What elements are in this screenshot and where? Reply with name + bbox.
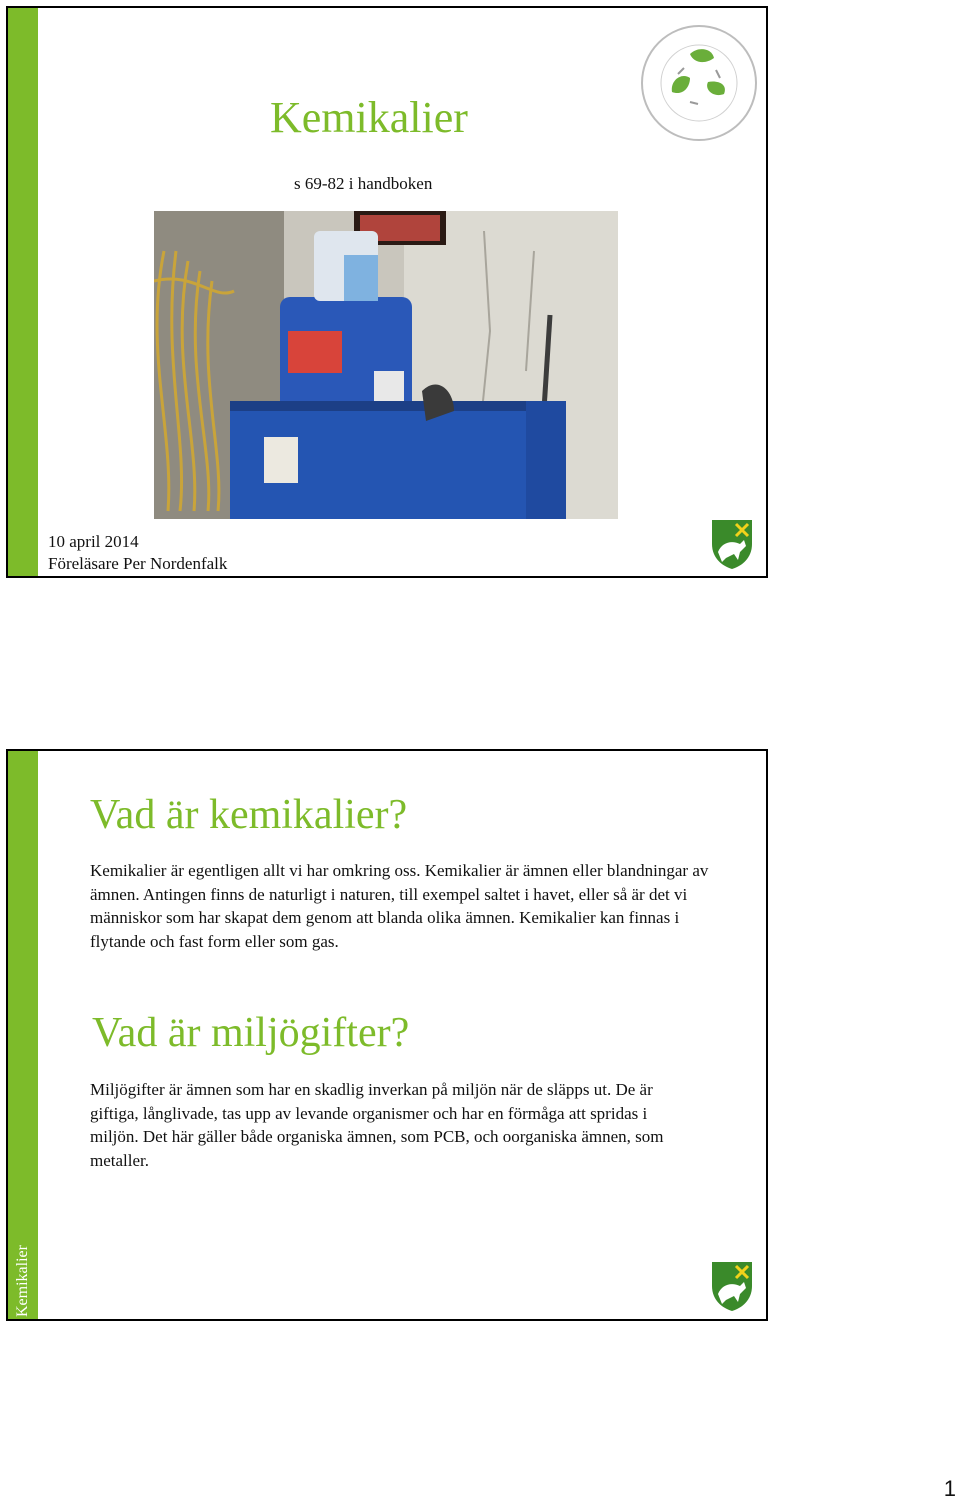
slide-accent-bar — [8, 751, 38, 1319]
slide-2 — [6, 749, 768, 1321]
page-number: 1 — [943, 1476, 956, 1501]
chemical-storage-photo — [154, 211, 618, 519]
environmental-diploma-seal — [638, 22, 760, 144]
slide-meta — [48, 531, 227, 575]
slide-accent-bar — [8, 8, 38, 576]
municipality-crest-icon — [710, 1260, 754, 1312]
slide-title: Kemikalier — [270, 93, 468, 142]
municipality-crest-icon — [710, 518, 754, 570]
slide-1 — [6, 6, 768, 578]
heading-what-are-chemicals: Vad är kemikalier? — [90, 792, 408, 838]
paragraph-chemicals: Kemikalier är egentligen allt vi har omkring oss. Kemikalier är ämnen eller blandningar av ämnen. Antingen finns de naturligt i naturen, till exempel saltet i havet, eller så är det vi människor som har skapat dem genom att blanda olika ämnen. Kemikalier kan finnas i flytande och fast form eller som gas. — [90, 861, 709, 951]
slide-subtitle: s 69-82 i handboken — [294, 174, 433, 193]
heading-what-are-pollutants: Vad är miljögifter? — [92, 1010, 410, 1056]
lecturer-name: Föreläsare Per Nordenfalk — [48, 554, 228, 573]
paragraph-pollutants: Miljögifter är ämnen som har en skadlig inverkan på miljön när de släpps ut. De är giftiga, långlivade, tas upp av levande organismer och har en förmåga att spridas i miljön. Det här gäller både organiska ämnen, som PCB, och oorganiska ämnen, som metaller. — [90, 1080, 664, 1170]
side-label: Kemikalier — [14, 1245, 31, 1317]
presentation-date: 10 april 2014 — [48, 532, 139, 551]
